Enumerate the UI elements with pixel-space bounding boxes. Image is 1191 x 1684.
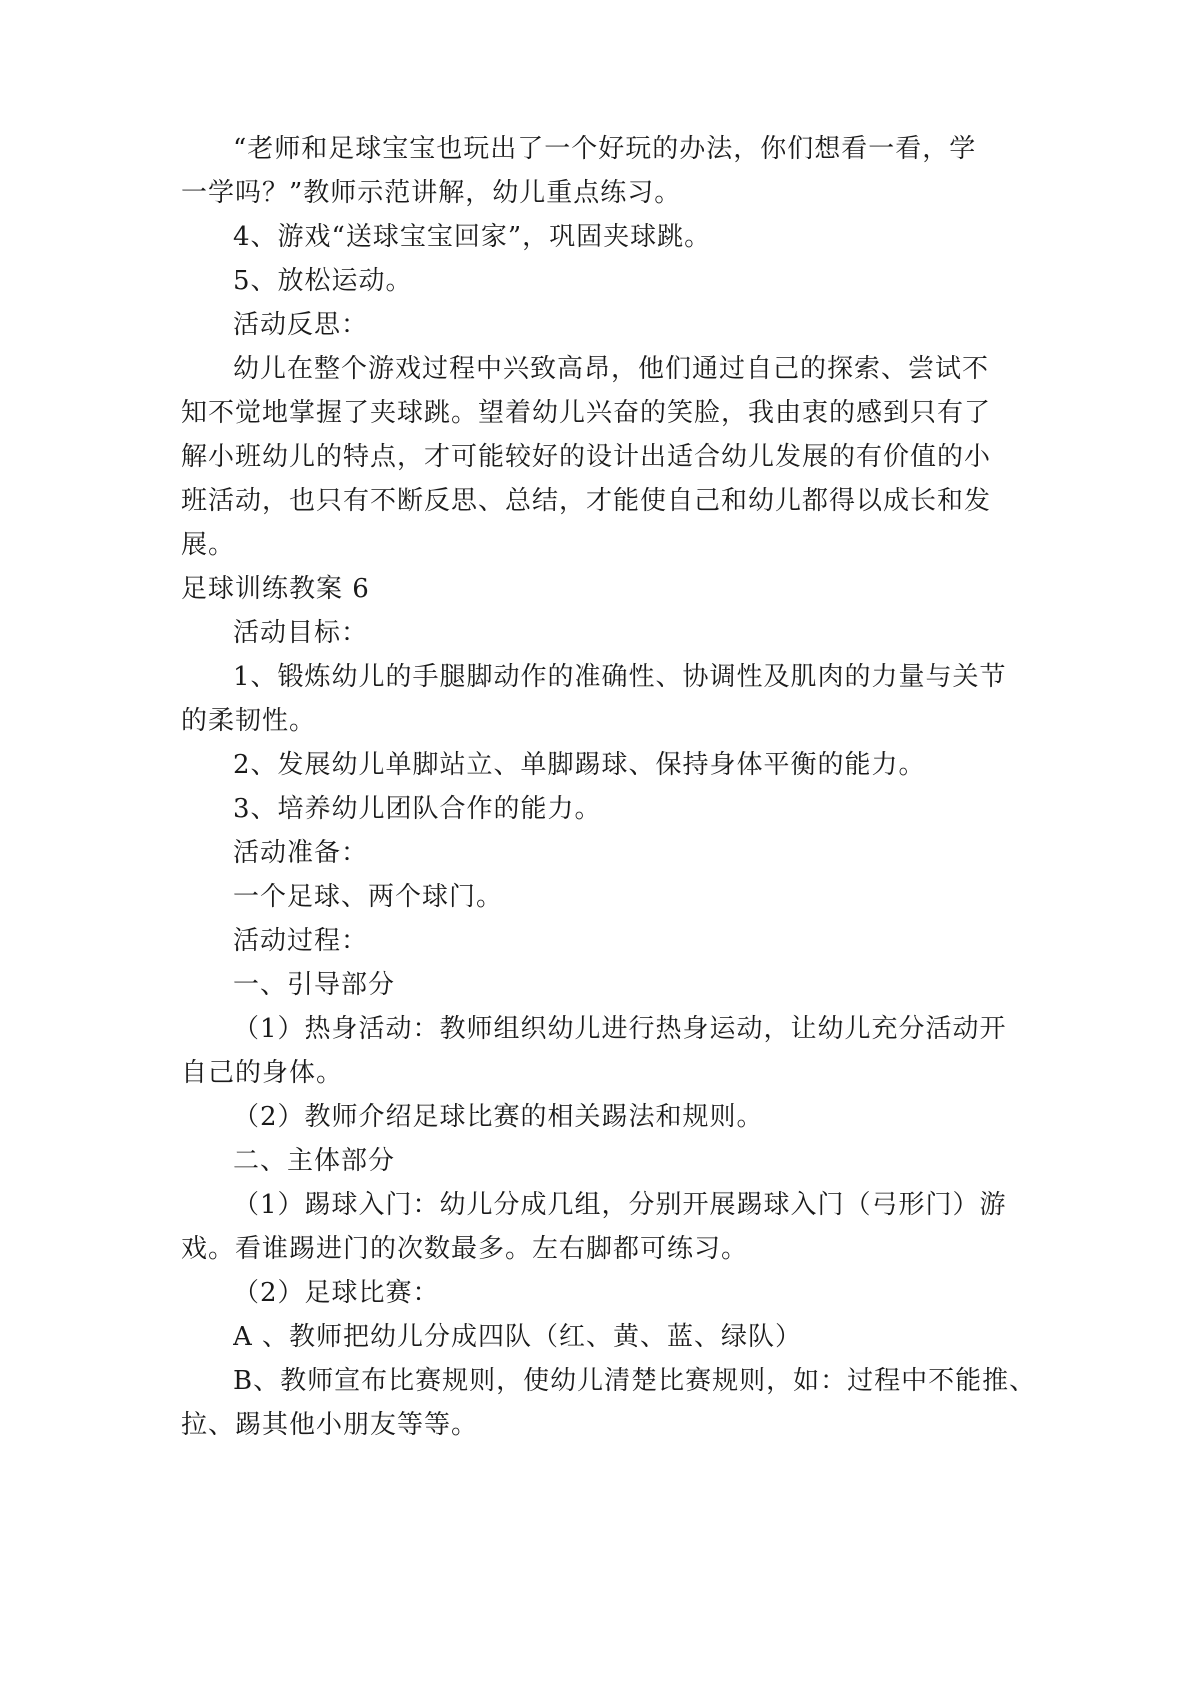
- list-item: （2）足球比赛：: [233, 1278, 440, 1308]
- section-label: 活动反思：: [233, 310, 369, 340]
- paragraph-line: 的柔韧性。: [181, 706, 317, 736]
- list-item: 3、培养幼儿团队合作的能力。: [233, 794, 602, 824]
- list-item: A 、教师把幼儿分成四队（红、黄、蓝、绿队）: [233, 1322, 803, 1352]
- list-item: 4、游戏“送球宝宝回家”，巩固夹球跳。: [233, 222, 712, 252]
- paragraph-line: 解小班幼儿的特点，才可能较好的设计出适合幼儿发展的有价值的小: [181, 442, 992, 472]
- section-heading: 足球训练教案 6: [181, 574, 370, 604]
- paragraph-line: 展。: [181, 530, 236, 560]
- list-item: B、教师宣布比赛规则，使幼儿清楚比赛规则，如：过程中不能推、: [233, 1366, 1037, 1396]
- paragraph-line: 知不觉地掌握了夹球跳。望着幼儿兴奋的笑脸，我由衷的感到只有了: [181, 398, 992, 428]
- list-item: 2、发展幼儿单脚站立、单脚踢球、保持身体平衡的能力。: [233, 750, 926, 780]
- paragraph-line: 戏。看谁踢进门的次数最多。左右脚都可练习。: [181, 1234, 749, 1264]
- section-label: 活动目标：: [233, 618, 369, 648]
- list-item: （2）教师介绍足球比赛的相关踢法和规则。: [233, 1102, 764, 1132]
- paragraph-line: 一学吗？”教师示范讲解，幼儿重点练习。: [181, 178, 682, 208]
- paragraph-line: 拉、踢其他小朋友等等。: [181, 1410, 479, 1440]
- list-item: 5、放松运动。: [233, 266, 413, 296]
- paragraph-line: 一个足球、两个球门。: [233, 882, 504, 912]
- subsection-heading: 一、引导部分: [233, 970, 396, 1000]
- list-item: （1）热身活动：教师组织幼儿进行热身运动，让幼儿充分活动开: [233, 1014, 1007, 1044]
- paragraph-line: 自己的身体。: [181, 1058, 344, 1088]
- section-label: 活动过程：: [233, 926, 369, 956]
- list-item: （1）踢球入门：幼儿分成几组，分别开展踢球入门（弓形门）游: [233, 1190, 1007, 1220]
- subsection-heading: 二、主体部分: [233, 1146, 396, 1176]
- section-label: 活动准备：: [233, 838, 369, 868]
- paragraph-line: 幼儿在整个游戏过程中兴致高昂，他们通过自己的探索、尝试不: [233, 354, 990, 384]
- paragraph-line: “老师和足球宝宝也玩出了一个好玩的办法，你们想看一看，学: [233, 134, 977, 164]
- list-item: 1、锻炼幼儿的手腿脚动作的准确性、协调性及肌肉的力量与关节: [233, 662, 1007, 692]
- paragraph-line: 班活动，也只有不断反思、总结，才能使自己和幼儿都得以成长和发: [181, 486, 992, 516]
